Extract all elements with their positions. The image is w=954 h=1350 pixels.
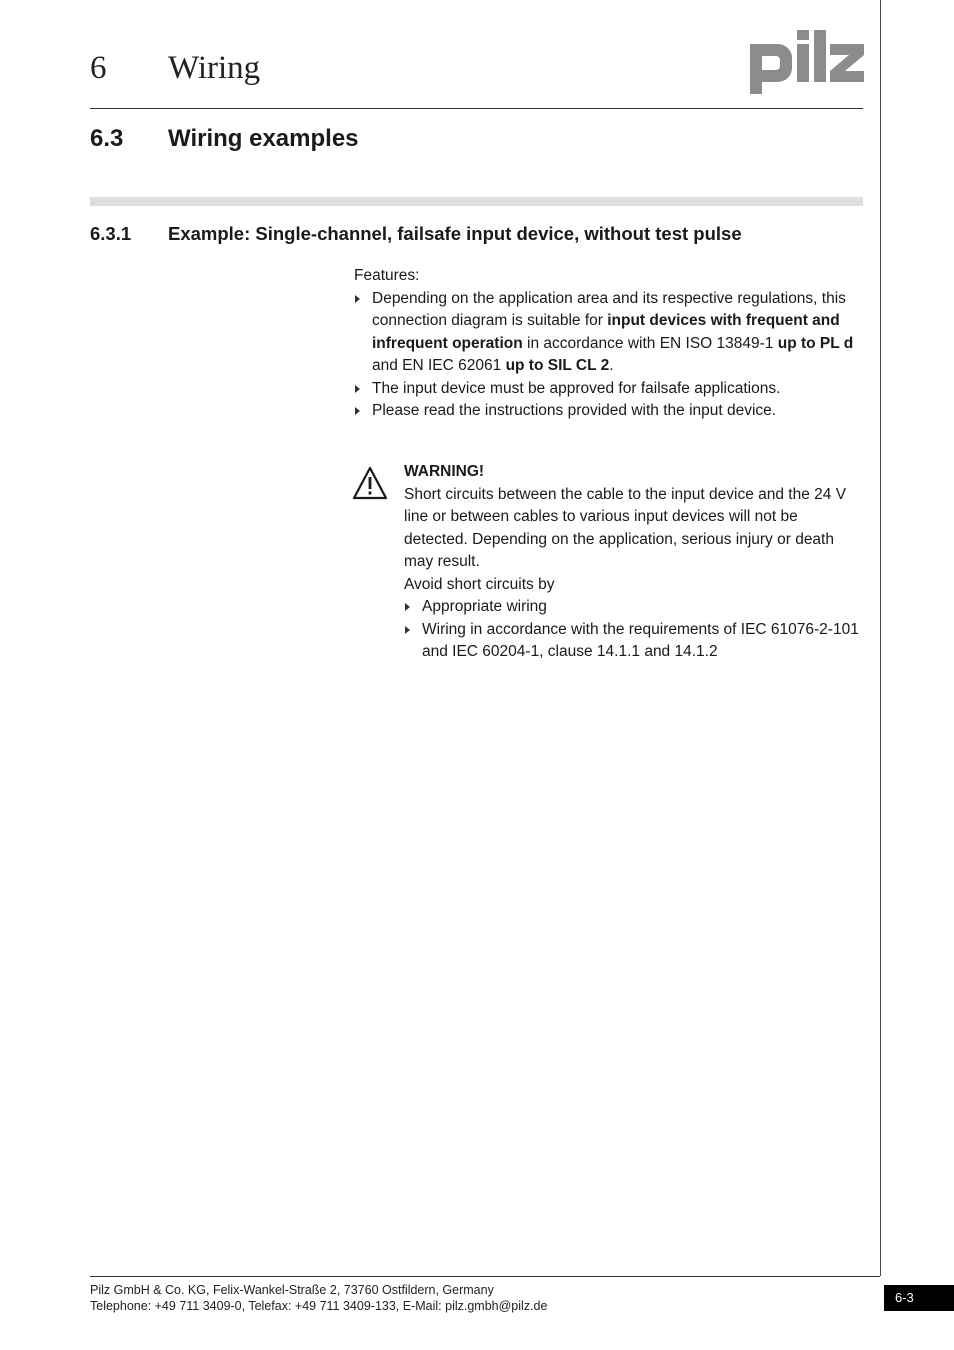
list-item (354, 378, 864, 401)
subsection-title: Example: Single-channel, failsafe input device, without test pulse (168, 223, 742, 244)
warning-item-text: Wiring in accordance with the requirements of IEC 61076-2-101 and IEC 60204-1, clause 14.1.1 and 14.1.2 (422, 620, 859, 660)
features-list (354, 288, 864, 423)
feature-text: Depending on the application area and its respective regulations, this connection diagram is suitable for (372, 289, 846, 329)
warning-avoid: Avoid short circuits by (404, 575, 555, 593)
footer-rule (90, 1276, 880, 1277)
pilz-logo (748, 26, 866, 96)
list-item (404, 619, 864, 664)
feature-text: Please read the instructions provided with the input device. (372, 402, 777, 419)
warning-item-text: Appropriate wiring (422, 598, 547, 615)
bullet-arrow-icon (405, 626, 410, 634)
warning-text: Short circuits between the cable to the input device and the 24 V line or between cables to various input devices will not be detected. Depending on the application, serious injury or death may result. (404, 485, 847, 570)
list-item (354, 400, 864, 423)
footer-contact: Telephone: +49 711 3409-0, Telefax: +49 711 3409-133, E-Mail: pilz.gmbh@pilz.de (90, 1299, 548, 1313)
feature-text: in accordance with EN ISO 13849-1 (522, 334, 778, 352)
feature-text: . (609, 357, 614, 374)
chapter-number: 6 (90, 50, 107, 86)
features-intro: Features: (354, 267, 420, 284)
feature-text: The input device must be approved for failsafe applications. (372, 379, 781, 397)
section-separator-band (90, 197, 863, 206)
section-number: 6.3 (90, 125, 124, 152)
list-item (404, 596, 864, 619)
bullet-arrow-icon (355, 407, 360, 415)
warning-list (404, 596, 864, 664)
chapter-title: Wiring (168, 50, 261, 86)
list-item (354, 288, 864, 378)
section-title: Wiring examples (168, 125, 359, 152)
feature-bold: input devices with frequent and infrequent operation (372, 312, 840, 352)
bullet-arrow-icon (355, 385, 360, 393)
footer-address: Pilz GmbH & Co. KG, Felix-Wankel-Straße 2, 73760 Ostfildern, Germany (90, 1283, 494, 1297)
warning-block (404, 461, 864, 664)
subsection-number: 6.3.1 (90, 223, 132, 244)
header-rule (90, 108, 863, 109)
warning-triangle-icon (352, 466, 388, 500)
features-block (354, 265, 864, 423)
feature-text: and EN IEC 62061 (372, 357, 506, 374)
warning-heading: WARNING! (404, 463, 485, 480)
bullet-arrow-icon (355, 295, 360, 303)
page-number: 6-3 (895, 1290, 914, 1305)
page-number-box (884, 1285, 954, 1311)
right-margin-rule (880, 0, 881, 1276)
bullet-arrow-icon (405, 603, 410, 611)
feature-bold: up to PL d (777, 334, 854, 352)
feature-bold: up to SIL CL 2 (505, 357, 610, 374)
